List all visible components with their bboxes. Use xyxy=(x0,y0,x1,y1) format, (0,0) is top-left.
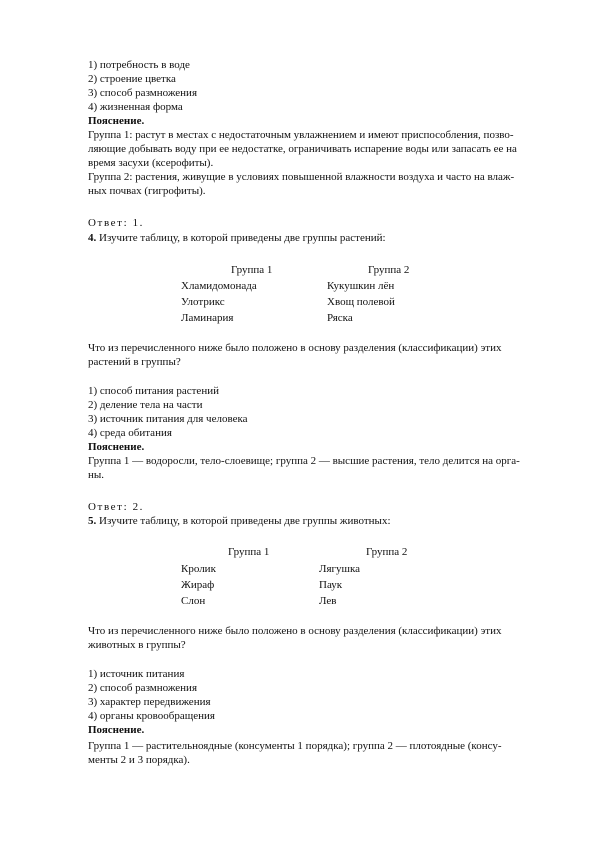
table-cell: Лев xyxy=(319,595,337,607)
table-cell: Хламидомонада xyxy=(181,280,257,292)
explanation-line: Группа 1: растут в местах с недостаточным увлажнением и имеют приспособления, позво- xyxy=(88,129,514,141)
question-line: животных в группы? xyxy=(88,639,186,651)
table-header: Группа 2 xyxy=(368,264,410,276)
explanation-line: Группа 1 — растительноядные (консументы 1 порядка); группа 2 — плотоядные (консу- xyxy=(88,740,502,752)
explanation-line: ны. xyxy=(88,469,105,481)
table-cell: Кукушкин лён xyxy=(327,280,395,292)
explanation-line: ных почвах (гигрофиты). xyxy=(88,185,206,197)
question-5-heading xyxy=(88,514,391,528)
table-cell: Слон xyxy=(181,595,206,607)
explanation-heading: Пояснение. xyxy=(88,724,145,736)
option-line: 2) строение цветка xyxy=(88,73,176,85)
option-line: 3) характер передвижения xyxy=(88,696,211,708)
explanation-heading: Пояснение. xyxy=(88,441,145,453)
option-line: 4) органы кровообращения xyxy=(88,710,215,722)
option-line: 3) источник питания для человека xyxy=(88,413,248,425)
question-line: Что из перечисленного ниже было положено в основу разделения (классификации) этих xyxy=(88,342,502,354)
explanation-line: Группа 2: растения, живущие в условиях повышенной влажности воздуха и часто на влаж- xyxy=(88,171,515,183)
question-4-heading xyxy=(88,231,386,245)
explanation-line: Группа 1 — водоросли, тело-слоевище; группа 2 — высшие растения, тело делится на орга- xyxy=(88,455,520,467)
option-line: 1) способ питания растений xyxy=(88,385,219,397)
option-line: 3) способ размножения xyxy=(88,87,198,99)
option-line: 4) жизненная форма xyxy=(88,101,183,113)
table-cell: Хвощ полевой xyxy=(327,296,395,308)
option-line: 1) источник питания xyxy=(88,668,185,680)
table-header: Группа 1 xyxy=(228,546,270,558)
explanation-line: ляющие добывать воду при ее недостатке, ограничивать испарение воды или запасать ее на xyxy=(88,143,517,155)
table-cell: Лягушка xyxy=(319,563,361,575)
question-line: Что из перечисленного ниже было положено в основу разделения (классификации) этих xyxy=(88,625,502,637)
table-cell: Ламинария xyxy=(181,312,234,324)
option-line: 2) способ размножения xyxy=(88,682,198,694)
option-line: 2) деление тела на части xyxy=(88,399,203,411)
table-cell: Улотрикс xyxy=(181,296,225,308)
table-cell: Кролик xyxy=(181,563,216,575)
table-cell: Жираф xyxy=(181,579,215,591)
answer-line: Ответ: 2. xyxy=(88,501,145,513)
table-cell: Паук xyxy=(319,579,343,591)
table-header: Группа 1 xyxy=(231,264,273,276)
question-prompt: Изучите таблицу, в которой приведены две группы животных: xyxy=(96,515,391,527)
explanation-heading: Пояснение. xyxy=(88,115,145,127)
table-cell: Ряска xyxy=(327,312,353,324)
answer-line: Ответ: 1. xyxy=(88,217,145,229)
explanation-line: время засухи (ксерофиты). xyxy=(88,157,214,169)
table-header: Группа 2 xyxy=(366,546,408,558)
question-number: 5. xyxy=(88,515,97,527)
question-line: растений в группы? xyxy=(88,356,181,368)
question-number: 4. xyxy=(88,232,97,244)
option-line: 1) потребность в воде xyxy=(88,59,190,71)
question-prompt: Изучите таблицу, в которой приведены две группы растений: xyxy=(96,232,386,244)
explanation-line: менты 2 и 3 порядка). xyxy=(88,754,190,766)
option-line: 4) среда обитания xyxy=(88,427,172,439)
